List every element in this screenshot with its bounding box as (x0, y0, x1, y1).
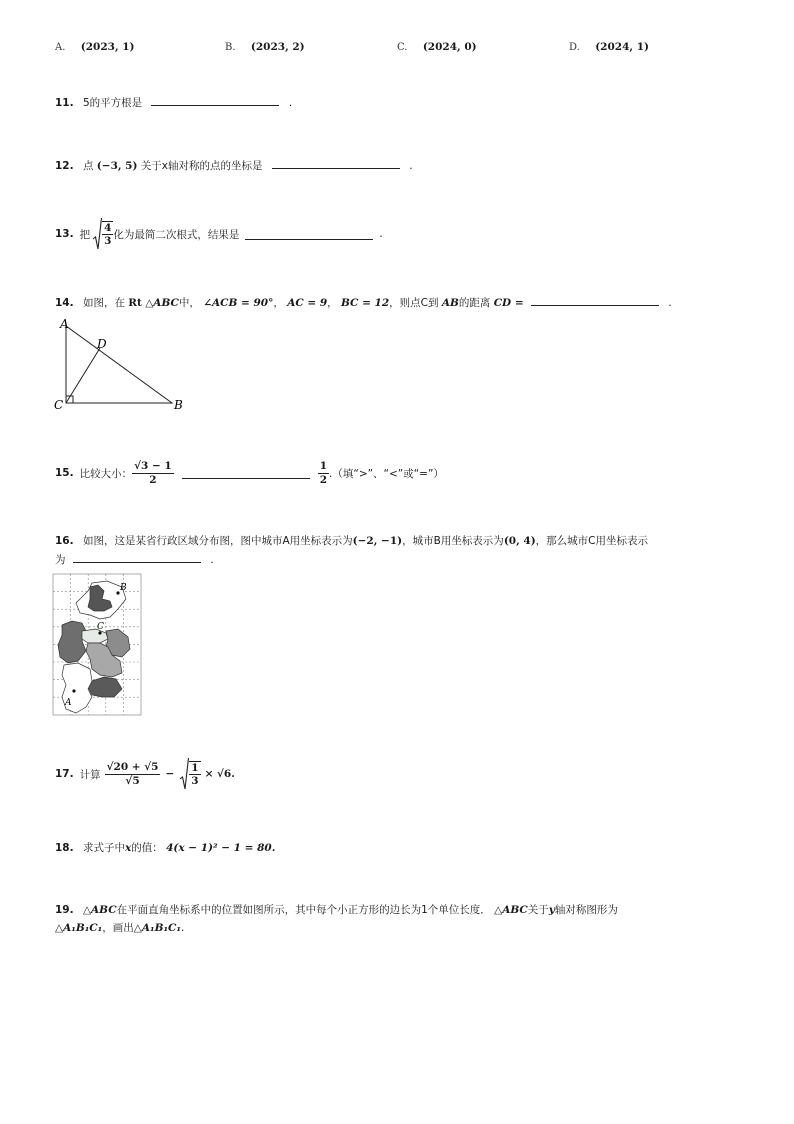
question-19-line-1 (55, 902, 618, 917)
answer-blank[interactable] (245, 229, 373, 240)
triangle-figure (52, 316, 192, 414)
altitude-cd (66, 348, 100, 403)
option-d-letter: D. (569, 42, 580, 53)
question-text: 把 (79, 228, 91, 241)
denominator: 3 (191, 775, 199, 787)
vertex-a-label: A (60, 317, 69, 331)
triangle-label: △A₁B₁C₁ (55, 922, 103, 934)
option-a-value: (2023, 1) (80, 41, 135, 53)
numerator: √3 − 1 (134, 460, 172, 473)
multiply-expr: × √6. (204, 768, 235, 780)
equation: 4(x − 1)² − 1 = 80. (166, 842, 276, 854)
sqrt-fraction (179, 757, 200, 791)
fraction-right (318, 460, 329, 485)
question-18 (55, 840, 275, 855)
question-number: 17. (55, 768, 74, 780)
triangle-label: △ABC (145, 297, 179, 309)
vertex-d-label: D (97, 337, 107, 351)
triangle-label: △ABC (82, 904, 117, 916)
numerator: √20 + √5 (106, 761, 159, 774)
question-number: 18. (55, 842, 74, 854)
option-b-value: (2023, 2) (250, 41, 305, 53)
numerator: 1 (191, 761, 199, 774)
denominator: 2 (319, 473, 328, 486)
option-d (569, 41, 649, 53)
vertex-b-label: B (174, 398, 183, 412)
option-b (225, 41, 305, 53)
question-number: 15. (55, 467, 74, 479)
city-a-coords: (−2, −1) (352, 535, 403, 547)
option-c (397, 41, 477, 53)
option-a-letter: A. (55, 42, 66, 53)
cd-expr: CD = (493, 297, 524, 309)
question-17 (55, 755, 235, 793)
question-text: ，城市B用坐标表示为 (402, 535, 504, 547)
option-c-letter: C. (397, 42, 408, 53)
city-b-label: B (120, 583, 127, 593)
question-number: 14. (55, 297, 74, 309)
ac-expr: AC = 9 (287, 297, 328, 309)
minus-sign: − (165, 768, 175, 780)
fraction-sqrt-sum (105, 761, 161, 786)
question-text: 为 (55, 554, 66, 566)
answer-blank[interactable] (531, 295, 659, 306)
option-c-value: (2024, 0) (422, 41, 477, 53)
question-13 (55, 214, 383, 254)
city-b-coords: (0, 4) (503, 535, 536, 547)
period: . (288, 97, 293, 109)
question-text: 在平面直角坐标系中的位置如图所示，其中每个小正方形的边长为1个单位长度． (116, 904, 491, 916)
region-south-dark (88, 677, 122, 697)
period: . (668, 297, 672, 309)
denominator: 3 (104, 235, 112, 247)
answer-blank[interactable] (151, 95, 279, 106)
question-text: ，画出 (102, 922, 134, 934)
question-text: 化为最简二次根式，结果是 (113, 228, 240, 241)
question-16-line-2 (55, 552, 214, 567)
question-16-line-1 (55, 533, 648, 548)
answer-blank[interactable] (182, 468, 310, 479)
fraction (189, 761, 200, 787)
period: . (379, 228, 383, 240)
point-coords: (−3, 5) (96, 160, 138, 172)
question-text: 点 (82, 160, 94, 172)
period: . (409, 160, 413, 172)
fraction-left (132, 460, 174, 485)
question-text: 关于 (527, 904, 549, 916)
question-text: ，则点C到 (389, 297, 439, 309)
region-west (58, 621, 86, 663)
city-a-label: A (65, 698, 72, 708)
denominator: 2 (149, 473, 157, 486)
question-number: 16. (55, 535, 74, 547)
option-a (55, 41, 135, 53)
city-a-dot (72, 689, 75, 692)
period: . (181, 922, 185, 934)
option-d-value: (2024, 1) (595, 41, 649, 53)
region-center-light (82, 629, 108, 643)
answer-blank[interactable] (272, 158, 400, 169)
ab-label: AB (441, 297, 459, 309)
city-c-label: C (97, 622, 104, 632)
question-text: 如图，这是某省行政区域分布图，图中城市A用坐标表示为 (82, 535, 353, 547)
question-text: 的距离 (458, 297, 491, 309)
radical-sign-icon (179, 757, 189, 791)
numerator: 1 (319, 460, 328, 473)
question-text: .（填“>”、“<”或“=”） (329, 467, 444, 480)
question-text: ，那么城市C用坐标表示 (535, 535, 649, 547)
fraction (102, 221, 113, 247)
variable-y: y (548, 904, 555, 916)
question-text: 求式子中 (82, 842, 125, 854)
bc-expr: BC = 12 (340, 297, 390, 309)
question-text: 计算 (79, 768, 101, 781)
question-text: 轴对称图形为 (554, 904, 618, 916)
question-text: 的值： (131, 842, 163, 854)
denominator: √5 (125, 774, 140, 787)
question-11 (55, 95, 292, 110)
triangle-label: △A₁B₁C₁ (133, 922, 181, 934)
question-number: 19. (55, 904, 74, 916)
question-text: 比较大小： (79, 467, 133, 480)
angle-expr: ∠ACB = 90° (203, 297, 274, 309)
sqrt-fraction (92, 217, 113, 251)
triangle-outline (66, 326, 172, 403)
question-text: 如图，在 (82, 297, 125, 309)
option-b-letter: B. (225, 42, 236, 53)
region-map-figure (52, 573, 142, 717)
comma: ， (273, 297, 284, 309)
question-12 (55, 158, 413, 173)
question-14 (55, 295, 672, 310)
question-text: 中， (178, 297, 200, 309)
variable-x: x (124, 842, 132, 854)
numerator: 4 (104, 221, 112, 234)
rt-label: Rt (128, 297, 142, 309)
vertex-c-label: C (54, 398, 64, 412)
radical-sign-icon (92, 217, 102, 251)
question-number: 11. (55, 97, 74, 109)
comma: ， (327, 297, 338, 309)
question-19-line-2 (55, 920, 184, 935)
period: . (210, 554, 214, 566)
question-15 (55, 455, 444, 491)
question-number: 12. (55, 160, 74, 172)
question-number: 13. (55, 228, 74, 240)
triangle-label: △ABC (494, 904, 528, 916)
question-text: 关于x轴对称的点的坐标是 (140, 160, 263, 172)
answer-blank[interactable] (73, 552, 201, 563)
question-text: 5的平方根是 (82, 97, 143, 109)
